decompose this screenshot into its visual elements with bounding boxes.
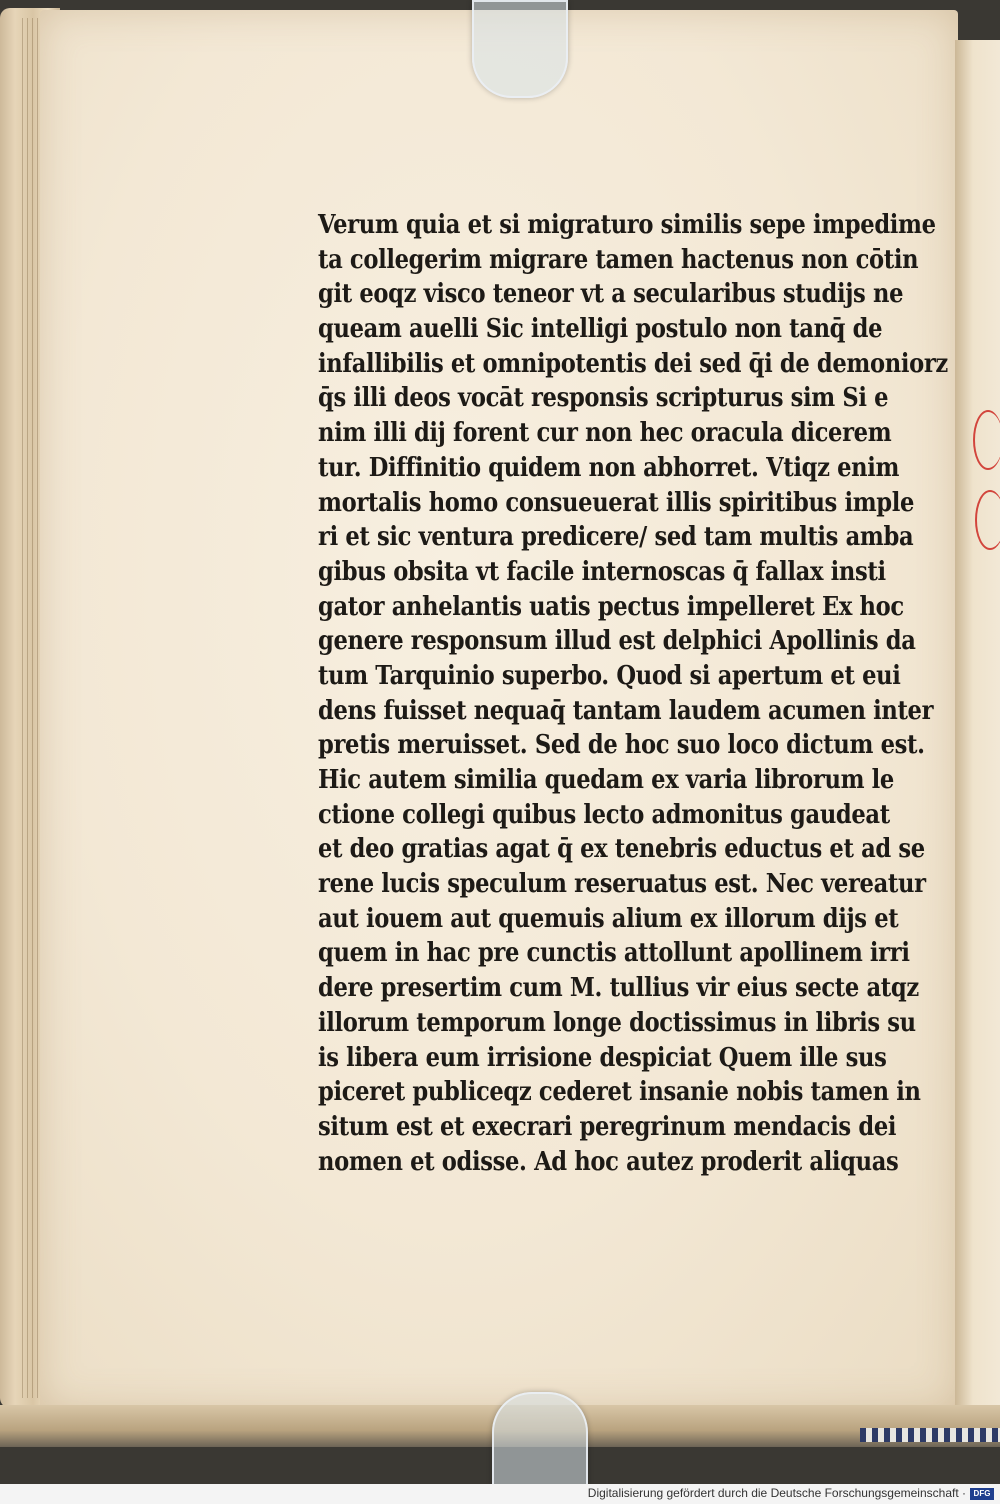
text-line: nim illi dij forent cur non hec oracula dicerem (318, 418, 892, 449)
text-line: nomen et odisse. Ad hoc autez proderit aliquas (318, 1146, 899, 1177)
text-line: ri et sic ventura predicere/ sed tam multis amba (318, 522, 914, 553)
text-line: Verum quia et si migraturo similis sepe impedime (318, 210, 936, 240)
blackletter-text-block (318, 208, 948, 1179)
text-line: queam auelli Sic intelligi postulo non tanq̄ de (318, 314, 883, 345)
text-line: illorum temporum longe doctissimus in libris su (318, 1007, 916, 1038)
text-line: ta collegerim migrare tamen hactenus non cōtin (318, 244, 919, 275)
text-line: et deo gratias agat q̄ ex tenebris eductus et ad se (318, 834, 925, 865)
text-line: aut iouem aut quemuis alium ex illorum dijs et (318, 903, 899, 934)
red-margin-mark (973, 410, 1000, 470)
text-line: dere presertim cum M. tullius vir eius secte atqz (318, 973, 919, 1004)
text-line: pretis meruisset. Sed de hoc suo loco dictum est. (318, 730, 925, 761)
text-line: git eoqz visco teneor vt a secularibus studijs ne (318, 279, 904, 310)
text-line: is libera eum irrisione despiciat Quem ille sus (318, 1042, 887, 1073)
text-line: tum Tarquinio superbo. Quod si apertum et eui (318, 660, 901, 691)
funding-credit: Digitalisierung gefördert durch die Deutsche Forschungsgemeinschaft · (587, 1486, 966, 1500)
page-holder-clip-top (472, 0, 568, 98)
text-line: ctione collegi quibus lecto admonitus gaudeat (318, 799, 890, 830)
text-line: q̄s illi deos vocāt responsis scripturus sim Si e (318, 383, 889, 414)
footer-bar (0, 1484, 1000, 1504)
facing-page-edge (955, 40, 1000, 1410)
text-line: tur. Diffinitio quidem non abhorret. Vtiqz enim (318, 452, 900, 483)
text-line: gator anhelantis uatis pectus impelleret Ex hoc (318, 591, 904, 622)
text-line: Hic autem similia quedam ex varia librorum le (318, 765, 894, 795)
dfg-logo: DFG (970, 1488, 994, 1500)
text-line: rene lucis speculum reseruatus est. Nec vereatur (318, 869, 926, 900)
text-line: genere responsum illud est delphici Apollinis da (318, 626, 916, 657)
text-line: situm est et execrari peregrinum mendacis dei (318, 1111, 897, 1142)
page-holder-clip-bottom (492, 1392, 588, 1484)
text-line: quem in hac pre cunctis attollunt apollinem irri (318, 938, 910, 969)
text-line: piceret publiceqz cederet insanie nobis tamen in (318, 1077, 921, 1108)
red-margin-mark (975, 490, 1000, 550)
text-line: infallibilis et omnipotentis dei sed q̄i de demoniorz (318, 348, 948, 379)
text-line: mortalis homo consueuerat illis spiritibus imple (318, 487, 915, 518)
text-line: dens fuisset nequaq̄ tantam laudem acumen inter (318, 695, 934, 726)
text-line: gibus obsita vt facile internoscas q̄ fallax insti (318, 556, 886, 587)
color-reference-stripe (860, 1428, 1000, 1442)
